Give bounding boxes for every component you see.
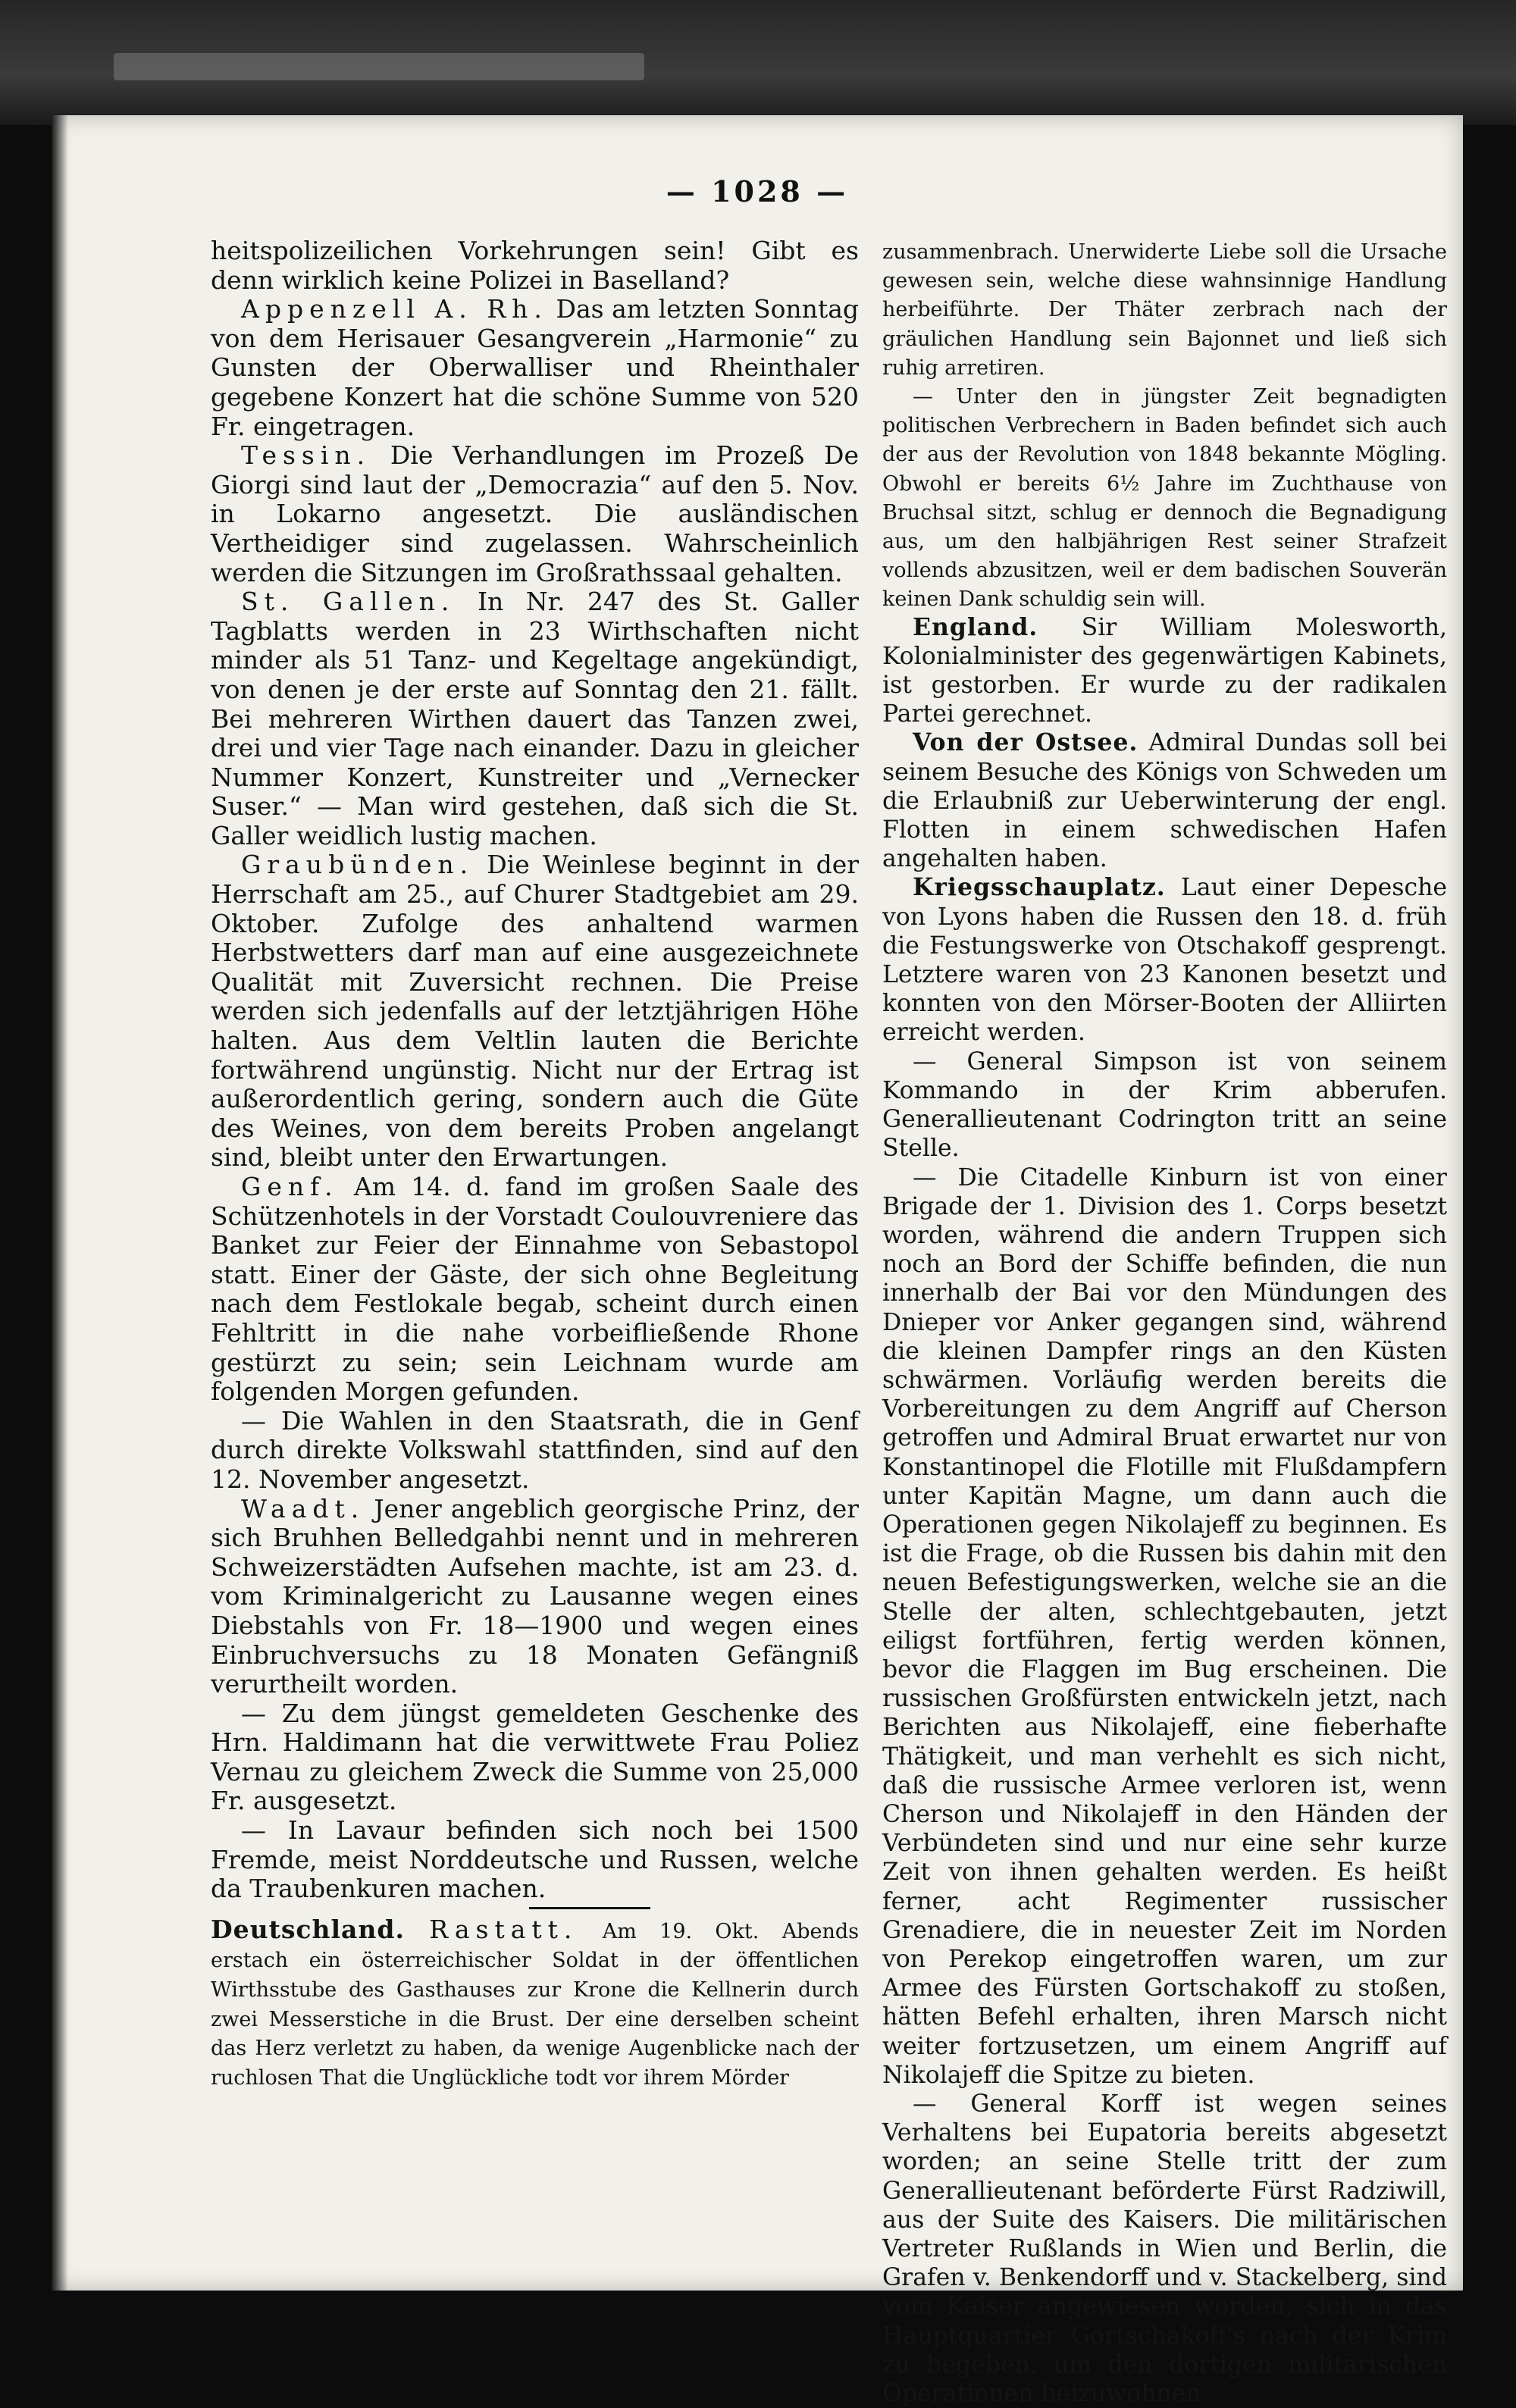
right-column — [882, 236, 1447, 2408]
paragraph: England. Sir William Molesworth, Kolonialminister des gegenwärtigen Kabinets, ist gestorben. Er wurde zu der radikalen Partei gerechnet. — [882, 612, 1447, 728]
paragraph: — General Simpson ist von seinem Kommando in der Krim abberufen. Generallieutenant Codrington tritt an seine Stelle. — [882, 1047, 1447, 1163]
place-name: Appenzell A. Rh. — [241, 294, 548, 324]
section-heading: Kriegsschauplatz. — [913, 873, 1166, 902]
paragraph: St. Gallen. In Nr. 247 des St. Galler Tagblatts werden in 23 Wirthschaften nicht minder als 51 Tanz- und Kegeltage angekündigt, von denen je der erste auf Sonntag den 21. fällt. Bei mehreren Wirthen dauert das Tanzen zwei, drei und vier Tage nach einander. Dazu in gleicher Nummer Konzert, Kunstreiter und „Vernecker Suser.“ — Man wird gestehen, daß sich die St. Galler weidlich lustig machen. — [211, 587, 859, 850]
section-heading: England. — [913, 612, 1038, 641]
section-heading: Deutschland. — [211, 1914, 405, 1944]
page-number: — 1028 — — [666, 174, 849, 208]
page-edge-shadow — [52, 115, 68, 2291]
paragraph: heitspolizeilichen Vorkehrungen sein! Gibt es denn wirklich keine Polizei in Baselland? — [211, 236, 859, 295]
place-name: Graubünden. — [241, 850, 475, 880]
paragraph: — Zu dem jüngst gemeldeten Geschenke des Hrn. Haldimann hat die verwittwete Frau Poliez Vernau zu gleichem Zweck die Summe von 25,000 Fr. ausgesetzt. — [211, 1698, 859, 1816]
paragraph: Deutschland. Rastatt. Am 19. Okt. Abends erstach ein österreichischer Soldat in der öffentlichen Wirthsstube des Gasthauses zur Krone die Kellnerin durch zwei Messerstiche in die Brust. Der eine derselben scheint das Herz verletzt zu haben, da wenige Augenblicke nach der ruchlosen That die Unglückliche todt vor ihrem Mörder — [211, 1914, 859, 2090]
paragraph: Genf. Am 14. d. fand im großen Saale des Schützenhotels in der Vorstadt Coulouvreniere das Banket zur Feier der Einnahme von Sebastopol statt. Einer der Gäste, der sich ohne Begleitung nach dem Festlokale begab, scheint durch einen Fehltritt in die nahe vorbeifließende Rhone gestürzt zu sein; sein Leichnam wurde am folgenden Morgen gefunden. — [211, 1172, 859, 1407]
section-divider — [529, 1907, 650, 1909]
paragraph: Graubünden. Die Weinlese beginnt in der Herrschaft am 25., auf Churer Stadtgebiet am 29. Oktober. Zufolge des anhaltend warmen Herbstwetters darf man auf eine ausgezeichnete Qualität mit Zuversicht rechnen. Die Preise werden sich jedenfalls auf der letztjährigen Höhe halten. Aus dem Veltlin lauten die Berichte fortwährend ungünstig. Nicht nur der Ertrag ist außerordentlich gering, sondern auch die Güte des Weines, von dem bereits Proben angelangt sind, bleibt unter den Erwartungen. — [211, 850, 859, 1173]
paragraph: — General Korff ist wegen seines Verhaltens bei Eupatoria bereits abgesetzt worden; an seine Stelle tritt der zum Generallieutenant beförderte Fürst Radziwill, aus der Suite des Kaisers. Die militärischen Vertreter Rußlands in Wien und Berlin, die Grafen v. Benkendorff und v. Stackelberg, sind vom Kaiser angewiesen worden, sich in das Hauptquartier Gortschakoff's nach der Krim zu begeben, um den dortigen militärischen Operationen beizuwohnen. — [882, 2090, 1447, 2408]
place-name: Waadt. — [241, 1493, 365, 1523]
place-name: Genf. — [241, 1172, 339, 1201]
left-column — [211, 236, 859, 2090]
paragraph: — Unter den in jüngster Zeit begnadigten politischen Verbrechern in Baden befindet sich auch der aus der Revolution von 1848 bekannte Mögling. Obwohl er bereits 6½ Jahre im Zuchthause von Bruchsal sitzt, schlug er dennoch die Begnadigung aus, um den halbjährigen Rest seiner Strafzeit vollends abzusitzen, weil er dem badischen Souverän keinen Dank schuldig sein will. — [882, 385, 1447, 612]
paragraph: Waadt. Jener angeblich georgische Prinz, der sich Bruhhen Belledgahbi nennt und in mehreren Schweizerstädten Aufsehen machte, ist am 23. d. vom Kriminalgericht zu Lausanne wegen eines Diebstahls von Fr. 18—1900 und wegen eines Einbruchversuchs zu 18 Monaten Gefängniß verurtheilt worden. — [211, 1493, 859, 1699]
paragraph: Kriegsschauplatz. Laut einer Depesche von Lyons haben die Russen den 18. d. früh die Festungswerke von Otschakoff gesprengt. Letztere waren von 23 Kanonen besetzt und konnten von den Mörser-Booten der Alliirten erreicht werden. — [882, 873, 1448, 1047]
paragraph: Von der Ostsee. Admiral Dundas soll bei seinem Besuche des Königs von Schweden um die Erlaubniß zur Ueberwinterung der engl. Flotten in einem schwedischen Hafen angehalten haben. — [882, 728, 1447, 873]
place-name: St. Gallen. — [241, 587, 456, 617]
scan-border-top — [0, 0, 1516, 125]
paragraph: Appenzell A. Rh. Das am letzten Sonntag von dem Herisauer Gesangverein „Harmonie“ zu Gunsten der Oberwalliser und Rheinthaler gegebene Konzert hat die schöne Summe von 520 Fr. eingetragen. — [211, 294, 859, 441]
paragraph: — Die Citadelle Kinburn ist von einer Brigade der 1. Division des 1. Corps besetzt worden, während die andern Truppen sich noch an Bord der Schiffe befinden, die nun innerhalb der Bai vor den Mündungen des Dnieper vor Anker gegangen sind, während die kleinen Dampfer rings an den Küsten schwärmen. Vorläufig werden bereits die Vorbereitungen zu dem Angriff auf Cherson getroffen und Admiral Bruat erwartet nur von Konstantinopel die Flotille mit Flußdampfern unter Kapitän Magne, um dann auch die Operationen gegen Nikolajeff zu beginnen. Es ist die Frage, ob die Russen bis dahin mit den neuen Befestigungswerken, welche sie an die Stelle der alten, schlechtgebauten, jetzt eiligst fortführen, fertig werden können, bevor die Flaggen im Bug erscheinen. Die russischen Großfürsten entwickeln jetzt, nach Berichten aus Nikolajeff, eine fieberhafte Thätigkeit, und man verhehlt es sich nicht, daß die russische Armee verloren ist, wenn Cherson und Nikolajeff in den Händen der Verbündeten sind und nur eine sehr kurze Zeit von ihnen gehalten werden. Es heißt ferner, acht Regimenter russischer Grenadiere, die in neuester Zeit im Norden von Perekop eingetroffen waren, um zur Armee des Fürsten Gortschakoff zu stoßen, hätten Befehl erhalten, ihren Marsch nicht weiter fortzusetzen, um einem Angriff auf Nikolajeff die Spitze zu bieten. — [882, 1163, 1447, 2089]
paragraph: — Die Wahlen in den Staatsrath, die in Genf durch direkte Volkswahl stattfinden, sind auf den 12. November angesetzt. — [211, 1405, 859, 1494]
paragraph: zusammenbrach. Unerwiderte Liebe soll die Ursache gewesen sein, welche diese wahnsinnige Handlung herbeiführte. Der Thäter zerbrach nach der gräulichen Handlung sein Bajonnet und ließ sich ruhig arretiren. — [882, 240, 1447, 380]
paragraph: Tessin. Die Verhandlungen im Prozeß De Giorgi sind laut der „Democrazia“ auf den 5. Nov. in Lokarno angesetzt. Die ausländischen Vertheidiger sind zugelassen. Wahrscheinlich werden die Sitzungen im Großrathssaal gehalten. — [211, 440, 859, 587]
paragraph: — In Lavaur befinden sich noch bei 1500 Fremde, meist Norddeutsche und Russen, welche da Traubenkuren machen. — [211, 1815, 859, 1904]
newspaper-page — [52, 115, 1463, 2408]
scan-artifact — [114, 53, 644, 80]
place-name: Rastatt. — [429, 1914, 578, 1944]
section-heading: Von der Ostsee. — [913, 728, 1139, 757]
place-name: Tessin. — [241, 440, 371, 471]
